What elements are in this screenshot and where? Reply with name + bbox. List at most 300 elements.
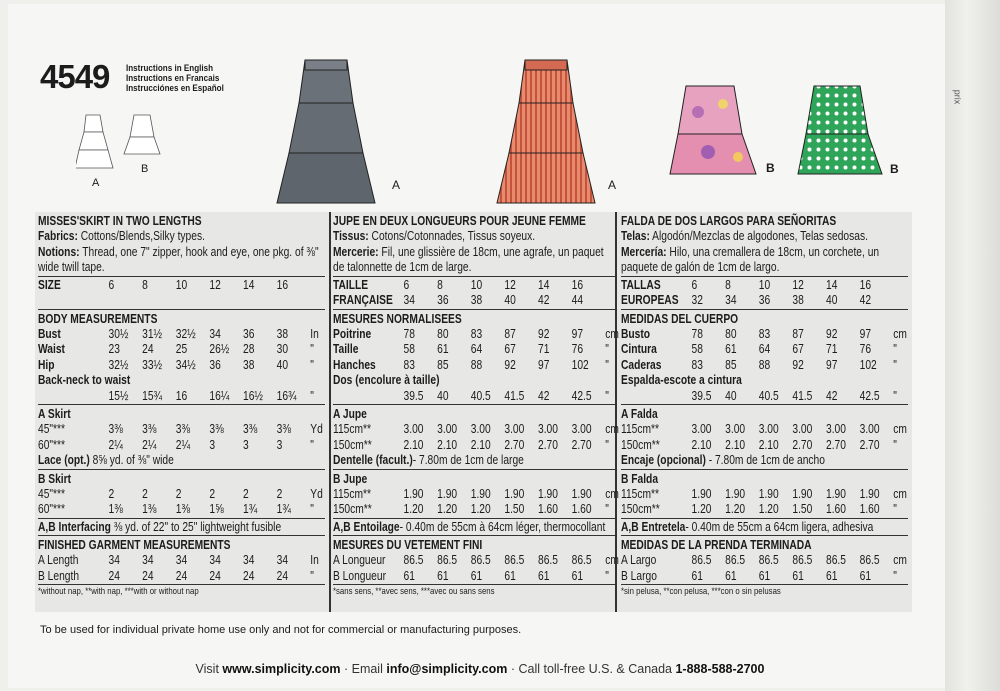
row-value: 16¼ xyxy=(209,388,230,403)
row-value: 30 xyxy=(276,342,289,356)
row-label: B Length xyxy=(38,568,80,583)
row-value: 2.10 xyxy=(691,437,712,452)
row-unit: cm xyxy=(605,326,619,341)
measurement-row xyxy=(621,293,908,309)
row-value: 78 xyxy=(691,326,703,341)
measurement-row xyxy=(621,389,908,405)
measurement-row xyxy=(621,553,908,569)
measurement-row xyxy=(621,327,908,343)
row-value: 76 xyxy=(859,342,872,356)
row-value: 61 xyxy=(571,568,584,583)
section-heading: B Falda xyxy=(621,471,659,486)
intro-text: Hilo, una cremallera de 18cm, un corchete, un paquete de galón de 1cm de largo. xyxy=(621,244,880,274)
row-value: 24 xyxy=(243,568,255,583)
chart-section xyxy=(38,518,325,536)
row-value: 1¾ xyxy=(276,502,291,516)
row-value: 1.60 xyxy=(826,502,846,516)
row-value: 10 xyxy=(470,277,483,292)
row-value: 24 xyxy=(209,568,221,583)
row-value: 102 xyxy=(571,357,589,372)
chart-section xyxy=(38,535,325,584)
chart-title: JUPE EN DEUX LONGUEURS POUR JEUNE FEMME xyxy=(333,214,586,228)
row-value: 1.90 xyxy=(538,486,558,501)
row-value: 1.90 xyxy=(859,486,880,501)
row-value xyxy=(243,293,277,309)
row-value: 26½ xyxy=(209,342,230,356)
row-value: 42 xyxy=(538,293,550,307)
measurement-row xyxy=(621,358,908,374)
row-value: 76 xyxy=(571,342,584,356)
row-value: 3.00 xyxy=(571,422,592,436)
measurement-row xyxy=(621,278,908,294)
row-unit: " xyxy=(893,437,897,452)
chart-section xyxy=(38,276,325,309)
row-value: 36 xyxy=(243,326,255,341)
row-value: 2 xyxy=(243,486,249,501)
row-value: 14 xyxy=(243,277,255,292)
row-value: 2¼ xyxy=(175,437,191,452)
column-divider xyxy=(329,212,331,612)
row-value: 42 xyxy=(826,388,838,403)
row-value: 38 xyxy=(470,293,483,307)
usage-disclaimer: To be used for individual private home use only and not for commercial or manufacturing purposes. xyxy=(40,624,522,636)
row-value: 1.90 xyxy=(403,486,424,501)
row-unit: " xyxy=(893,342,897,356)
sketch-skirt-a xyxy=(76,115,113,168)
row-value: 61 xyxy=(691,568,703,583)
measurement-row xyxy=(621,342,908,358)
row-value: 1.20 xyxy=(403,502,424,516)
row-label: 45"*** xyxy=(38,422,66,436)
row-value: 61 xyxy=(437,568,449,583)
chart-section xyxy=(333,276,616,309)
row-label: Espalda-escote a cintura xyxy=(621,373,742,387)
intro-text: Algodón/Mezclas de algodones, Telas sedosas. xyxy=(649,229,868,243)
note-text: - 0.40m de 55cm à 64cm léger, thermocollant xyxy=(399,519,606,534)
section-heading: B Skirt xyxy=(38,471,72,486)
row-label: B Largo xyxy=(621,568,657,583)
note-line xyxy=(38,453,325,469)
note-label: Lace (opt.) xyxy=(38,453,90,467)
row-value: 86.5 xyxy=(859,553,880,567)
price-label: prix xyxy=(952,89,963,105)
floral-skirt-illustration xyxy=(668,82,760,180)
measurement-row xyxy=(621,569,908,585)
row-value: 86.5 xyxy=(538,553,558,567)
row-unit: " xyxy=(605,357,609,372)
row-value: 2 xyxy=(276,486,283,501)
row-value: 28 xyxy=(243,342,255,356)
measurement-row xyxy=(333,293,616,309)
row-value: 97 xyxy=(859,326,872,341)
row-label: 115cm** xyxy=(333,422,371,436)
row-unit: " xyxy=(310,357,314,372)
row-label xyxy=(333,389,404,405)
row-value: 34 xyxy=(276,553,289,567)
row-label: A Largo xyxy=(621,553,657,567)
chart-section xyxy=(621,469,908,518)
note-label: A,B Entretela xyxy=(621,519,686,534)
intro-text: Cottons/Blends,Silky types. xyxy=(77,229,205,243)
row-label xyxy=(621,389,692,405)
row-value: 67 xyxy=(792,342,804,356)
chart-title: FALDA DE DOS LARGOS PARA SEÑORITAS xyxy=(621,214,837,228)
row-value: 1.90 xyxy=(437,486,458,501)
row-label: Taille xyxy=(333,342,359,356)
row-label: Hip xyxy=(38,357,55,372)
measurement-row xyxy=(333,342,616,358)
row-value: 3.00 xyxy=(437,422,458,436)
row-value: 3 xyxy=(209,437,216,452)
row-unit: cm xyxy=(605,486,619,501)
row-unit: " xyxy=(310,502,314,516)
intro-label: Telas: xyxy=(621,229,650,243)
row-value: 3 xyxy=(276,437,283,452)
row-value: 1.90 xyxy=(758,486,779,501)
chart-title: MISSES'SKIRT IN TWO LENGTHS xyxy=(38,214,202,228)
row-value: 3⅜ xyxy=(243,422,258,436)
row-value: 3⅜ xyxy=(175,422,191,436)
row-value: 40 xyxy=(826,293,838,307)
row-unit: " xyxy=(310,568,314,583)
row-value: 86.5 xyxy=(826,553,846,567)
row-value: 86.5 xyxy=(725,553,746,567)
row-value: 1.90 xyxy=(826,486,846,501)
english-chart xyxy=(38,213,325,598)
row-value: 34½ xyxy=(175,357,196,372)
row-value: 2.70 xyxy=(859,437,880,452)
row-value: 58 xyxy=(691,342,703,356)
row-value: 33½ xyxy=(142,357,163,372)
intro-label: Mercerie: xyxy=(333,244,379,259)
note-text: - 7.80m de 1cm de ancho xyxy=(705,453,825,467)
row-value: 2.70 xyxy=(792,437,813,452)
row-value: 88 xyxy=(758,357,771,372)
row-value: 10 xyxy=(758,277,771,292)
row-value: 61 xyxy=(725,568,737,583)
row-value: 61 xyxy=(758,568,771,583)
row-unit: " xyxy=(310,388,314,403)
measurement-row xyxy=(333,502,616,518)
email-link[interactable]: info@simplicity.com xyxy=(386,662,508,676)
row-unit: " xyxy=(605,342,609,356)
row-value: 41.5 xyxy=(792,388,813,403)
row-value: 34 xyxy=(175,553,188,567)
chart-section xyxy=(333,535,619,584)
row-label: 45"*** xyxy=(38,486,66,501)
row-value: 3⅜ xyxy=(142,422,157,436)
row-value: 92 xyxy=(792,357,804,372)
chart-section xyxy=(38,404,325,469)
row-value: 85 xyxy=(437,357,449,372)
footer-visit: Visit xyxy=(195,662,223,676)
measurement-row xyxy=(333,278,616,294)
row-value: 102 xyxy=(859,357,877,372)
row-unit xyxy=(310,293,325,309)
row-value: 2.70 xyxy=(538,437,558,452)
intro-text: Thread, one 7" zipper, hook and eye, one pkg. of ⅜" wide twill tape. xyxy=(38,244,319,274)
section-heading: BODY MEASUREMENTS xyxy=(38,311,158,326)
row-value: 10 xyxy=(175,277,188,292)
row-unit xyxy=(893,278,908,294)
row-value: 12 xyxy=(504,277,516,292)
row-label: FRANÇAISE xyxy=(333,293,393,307)
row-value xyxy=(109,293,143,309)
row-label: 115cm** xyxy=(621,486,659,501)
row-value: 3.00 xyxy=(826,422,846,436)
row-unit: " xyxy=(893,357,897,372)
intro-label: Notions: xyxy=(38,244,80,259)
row-value: 1.20 xyxy=(758,502,779,516)
row-value: 16¾ xyxy=(276,388,297,403)
measurement-row xyxy=(38,569,325,585)
instruction-english: Instructions in English xyxy=(126,63,214,74)
row-value: 15¾ xyxy=(142,388,163,403)
row-value xyxy=(142,293,176,309)
row-value: 6 xyxy=(108,277,115,292)
row-label: EUROPEAS xyxy=(621,293,679,307)
row-value: 12 xyxy=(792,277,804,292)
row-value: 25 xyxy=(175,342,188,356)
phone-number: 1-888-588-2700 xyxy=(675,662,765,676)
measurement-row xyxy=(333,358,616,374)
row-value: 85 xyxy=(725,357,737,372)
row-value: 15½ xyxy=(108,388,129,403)
row-value: 2 xyxy=(175,486,182,501)
measurement-row xyxy=(333,569,616,585)
row-value: 3⅜ xyxy=(108,422,123,436)
row-value: 6 xyxy=(403,277,410,292)
note-text: ⅜ yd. of 22" to 25" lightweight fusible xyxy=(110,519,282,534)
row-value: 61 xyxy=(538,568,550,583)
row-value: 36 xyxy=(437,293,449,307)
french-chart xyxy=(333,213,619,598)
row-value: 3.00 xyxy=(504,422,525,436)
row-label: Bust xyxy=(38,326,61,341)
row-value: 8 xyxy=(142,277,148,292)
measurement-row xyxy=(333,486,619,503)
row-value: 16 xyxy=(276,277,289,292)
row-value: 2.70 xyxy=(504,437,525,452)
measurement-row xyxy=(621,438,908,454)
row-value: 2 xyxy=(142,486,148,501)
intro-text: Fil, une glissière de 18cm, une agrafe, un paquet de talonnette de 1cm de large. xyxy=(333,244,604,274)
row-value: 1⅜ xyxy=(108,502,123,516)
row-value: 2¼ xyxy=(142,437,157,452)
section-heading: FINISHED GARMENT MEASUREMENTS xyxy=(38,538,231,552)
sketch-skirt-b xyxy=(124,115,160,154)
row-value: 61 xyxy=(725,342,737,356)
row-value: 2.70 xyxy=(826,437,846,452)
row-value: 87 xyxy=(504,326,516,341)
row-value: 24 xyxy=(108,568,120,583)
measurement-row xyxy=(621,422,908,438)
website-link[interactable]: www.simplicity.com xyxy=(222,662,341,676)
intro-line xyxy=(621,245,908,276)
row-value: 1¾ xyxy=(243,502,258,516)
instruction-french: Instructions en Francais xyxy=(126,73,220,84)
row-value: 3 xyxy=(243,437,249,452)
row-value: 87 xyxy=(792,326,804,341)
row-value: 71 xyxy=(826,342,838,356)
row-value: 3⅜ xyxy=(209,422,224,436)
row-value: 8 xyxy=(725,277,731,292)
section-heading: B Jupe xyxy=(333,471,368,486)
sketch-label-b: B xyxy=(141,163,149,175)
row-value: 61 xyxy=(470,568,483,583)
row-value: 2¼ xyxy=(108,437,123,452)
grey-skirt-label: A xyxy=(392,178,401,192)
row-value: 40.5 xyxy=(758,388,779,403)
row-label: Back-neck to waist xyxy=(38,373,131,387)
row-value: 1.50 xyxy=(504,502,525,516)
row-unit: " xyxy=(605,568,609,583)
contact-footer xyxy=(0,662,960,676)
row-value: 61 xyxy=(859,568,872,583)
row-value: 86.5 xyxy=(403,553,424,567)
row-value: 3.00 xyxy=(725,422,746,436)
measurement-row xyxy=(38,487,325,503)
row-value: 44 xyxy=(571,293,584,307)
polka-dot-skirt-illustration xyxy=(796,82,886,180)
sketch-label-a: A xyxy=(92,177,100,189)
row-label: 115cm** xyxy=(621,422,659,436)
row-value: 14 xyxy=(826,277,838,292)
row-unit: " xyxy=(605,388,609,403)
measurement-row xyxy=(333,438,616,454)
note-text: 8⅝ yd. of ⅜" wide xyxy=(89,453,174,467)
row-unit xyxy=(605,278,620,294)
row-value: 31½ xyxy=(142,326,163,341)
row-label: A Longueur xyxy=(333,553,386,567)
row-value: 64 xyxy=(470,342,483,356)
row-value: 61 xyxy=(504,568,516,583)
chart-section xyxy=(621,535,908,584)
row-value: 3.00 xyxy=(758,422,779,436)
section-heading: A Jupe xyxy=(333,407,367,421)
measurement-row xyxy=(38,278,325,294)
chart-section xyxy=(333,404,619,469)
note-label: A,B Entoilage xyxy=(333,519,400,534)
row-value: 2 xyxy=(209,486,216,501)
row-value: 34 xyxy=(209,326,221,341)
intro-label: Tissus: xyxy=(333,229,369,243)
row-unit: cm xyxy=(605,553,619,567)
footnote: *sans sens, **avec sens, ***avec ou sans sens xyxy=(333,584,616,598)
row-value: 12 xyxy=(209,277,221,292)
chart-section xyxy=(333,469,619,518)
row-value: 39.5 xyxy=(403,388,424,403)
row-value: 1⅜ xyxy=(175,502,191,516)
row-value: 24 xyxy=(142,342,154,356)
row-unit: " xyxy=(893,388,897,403)
row-label: Hanches xyxy=(333,357,376,372)
row-value: 86.5 xyxy=(792,553,813,567)
row-value: 6 xyxy=(691,277,698,292)
row-value: 3.00 xyxy=(538,422,558,436)
row-unit: Yd xyxy=(310,486,323,501)
row-unit: " xyxy=(310,437,314,452)
row-value: 24 xyxy=(276,568,289,583)
row-value: 1.90 xyxy=(792,486,813,501)
sketch-skirt-views xyxy=(76,112,176,174)
row-unit xyxy=(605,293,620,309)
row-value: 34 xyxy=(243,553,255,567)
row-value: 2.10 xyxy=(725,437,746,452)
row-value: 23 xyxy=(108,342,120,356)
row-label xyxy=(38,293,109,309)
row-value: 3.00 xyxy=(691,422,712,436)
footnote: *without nap, **with nap, ***with or without nap xyxy=(38,584,325,598)
footer-phone-label: · Call toll-free U.S. & Canada xyxy=(507,662,676,676)
row-value: 58 xyxy=(403,342,415,356)
row-value: 42 xyxy=(859,293,872,307)
row-value: 34 xyxy=(108,553,120,567)
row-label: 150cm** xyxy=(333,502,372,516)
row-value: 61 xyxy=(792,568,804,583)
row-value: 92 xyxy=(538,326,550,341)
row-value: 32½ xyxy=(108,357,129,372)
row-unit: " xyxy=(605,502,609,516)
row-unit: " xyxy=(893,568,897,583)
row-value: 40.5 xyxy=(470,388,491,403)
row-value: 40 xyxy=(276,357,289,372)
chart-section xyxy=(621,518,908,536)
measurement-row xyxy=(38,553,325,569)
row-value: 64 xyxy=(758,342,771,356)
measurement-row xyxy=(38,422,325,438)
row-value: 1.20 xyxy=(470,502,491,516)
row-label xyxy=(38,389,109,405)
section-heading: MEDIDAS DE LA PRENDA TERMINADA xyxy=(621,538,812,552)
row-value: 97 xyxy=(826,357,838,372)
section-heading: A Falda xyxy=(621,407,658,421)
measurement-row xyxy=(38,502,325,518)
measurement-row xyxy=(38,358,325,374)
row-value: 40 xyxy=(504,293,516,307)
row-unit: cm xyxy=(893,553,907,567)
intro-line xyxy=(621,229,908,245)
pattern-number: 4549 xyxy=(40,58,110,95)
row-value: 67 xyxy=(504,342,516,356)
row-value: 1.60 xyxy=(571,502,592,516)
instruction-spanish: Instrucciónes en Español xyxy=(126,83,224,94)
row-value: 34 xyxy=(725,293,737,307)
row-value: 1.90 xyxy=(571,486,592,501)
row-label: Waist xyxy=(38,342,65,356)
measurement-row xyxy=(333,326,619,343)
row-value: 30½ xyxy=(108,326,129,341)
grey-skirt-illustration xyxy=(275,55,380,207)
row-label: TAILLE xyxy=(333,277,369,292)
chart-section xyxy=(621,309,908,405)
row-label: TALLAS xyxy=(621,277,661,292)
row-value: 42 xyxy=(538,388,550,403)
measurement-row xyxy=(38,293,325,309)
row-value: 2.10 xyxy=(470,437,491,452)
row-value: 36 xyxy=(758,293,771,307)
row-value: 61 xyxy=(826,568,838,583)
row-value: 80 xyxy=(725,326,737,341)
note-line xyxy=(621,520,908,536)
row-value: 42.5 xyxy=(571,388,592,403)
row-value: 86.5 xyxy=(571,553,592,567)
chart-section xyxy=(38,469,325,518)
row-value: 41.5 xyxy=(504,388,525,403)
row-label: Caderas xyxy=(621,357,662,372)
note-label: Dentelle (facult.) xyxy=(333,453,413,467)
row-value: 83 xyxy=(470,326,483,341)
